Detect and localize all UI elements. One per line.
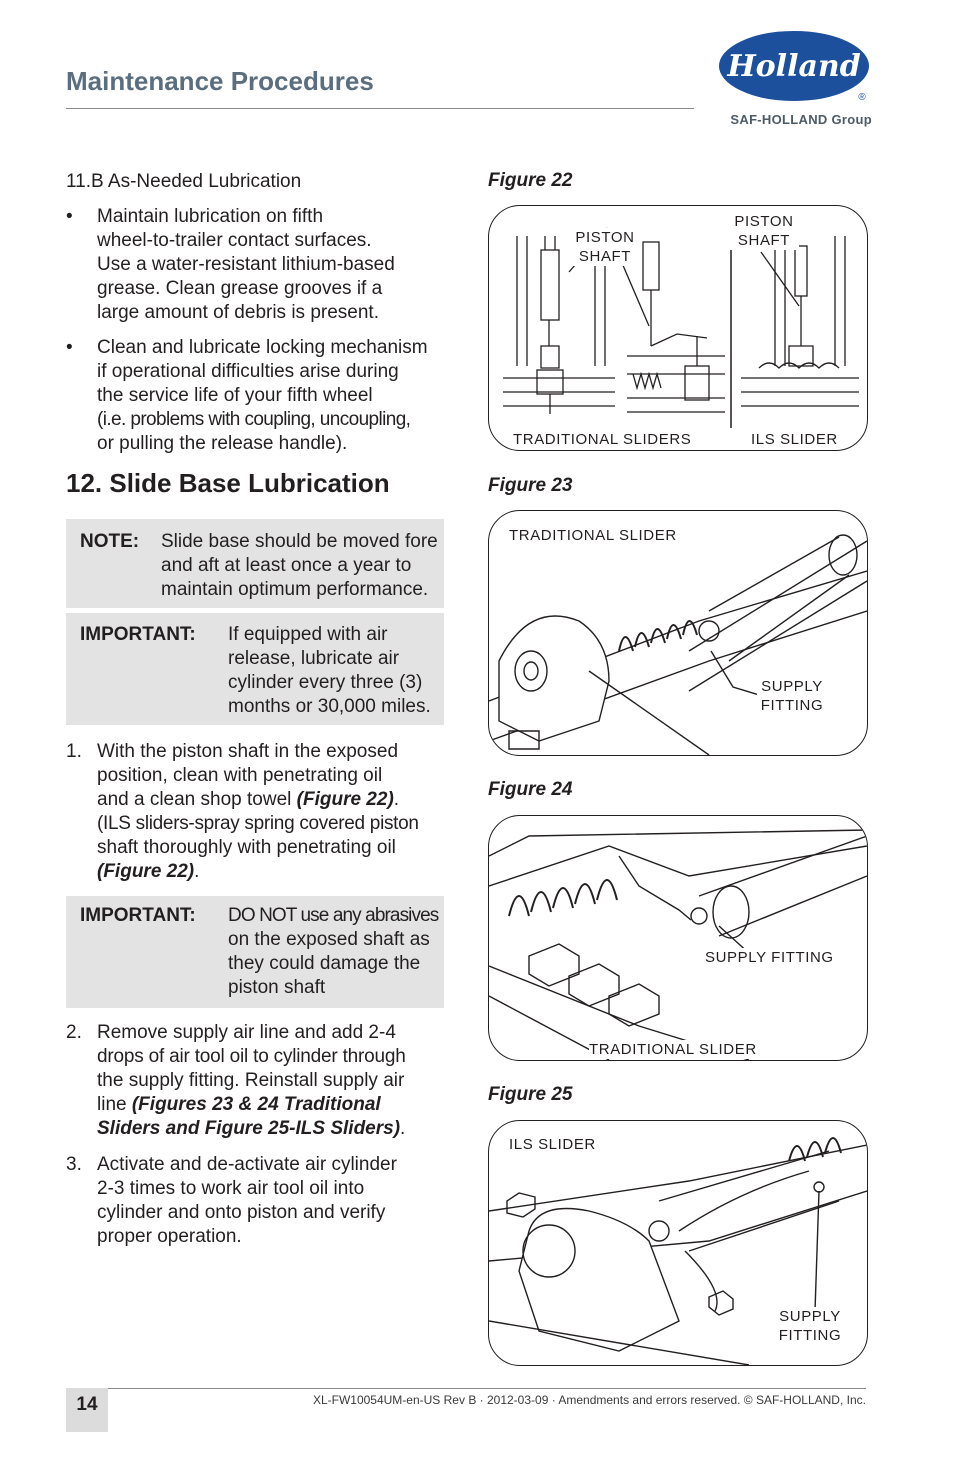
step-line: the supply fitting. Reinstall supply air: [97, 1070, 405, 1091]
figure-reference: (Figure 22): [97, 861, 195, 882]
step-line: 2-3 times to work air tool oil into: [97, 1178, 365, 1199]
step-line: shaft thoroughly with penetrating oil: [97, 837, 396, 858]
ils-slider-label: ILS SLIDER: [751, 431, 838, 448]
page-title: Maintenance Procedures: [66, 66, 374, 96]
figure-23-illustration: [488, 510, 868, 756]
figure-23-drawing: [489, 511, 867, 755]
step-line: position, clean with penetrating oil: [97, 765, 383, 786]
supply-fitting-label: [757, 677, 827, 715]
important-line: on the exposed shaft as: [228, 929, 430, 950]
bullet-line: Use a water-resistant lithium-based: [97, 254, 395, 275]
piston-shaft-label-2: [729, 212, 799, 250]
label-line: SUPPLY: [779, 1308, 841, 1325]
step-number: 1.: [66, 741, 82, 762]
supply-fitting-label: SUPPLY FITTING: [705, 949, 834, 966]
traditional-sliders-label: TRADITIONAL SLIDERS: [513, 431, 692, 448]
traditional-slider-label: TRADITIONAL SLIDER: [509, 527, 677, 544]
figure-23-caption: Figure 23: [488, 475, 573, 496]
bullet-line: large amount of debris is present.: [97, 302, 379, 323]
bullet-line: if operational difficulties arise during: [97, 361, 399, 382]
figure-25-illustration: [488, 1120, 868, 1366]
punctuation: .: [194, 861, 200, 882]
step-number: 2.: [66, 1022, 82, 1043]
section-11b-heading: 11.B As-Needed Lubrication: [66, 171, 302, 192]
bullet-line: the service life of your fifth wheel: [97, 385, 373, 406]
step-line: cylinder and onto piston and verify: [97, 1202, 386, 1223]
important-line: cylinder every three (3): [228, 672, 423, 693]
step-line: With the piston shaft in the exposed: [97, 741, 399, 762]
label-line: SHAFT: [737, 232, 791, 249]
step-line: (ILS sliders-spray spring covered piston: [97, 813, 419, 834]
label-line: FITTING: [778, 1327, 842, 1344]
figure-reference: (Figures 23 & 24 Traditional: [131, 1094, 381, 1115]
punctuation: .: [400, 1118, 406, 1139]
figure-reference: Sliders and Figure 25-ILS Sliders): [97, 1118, 401, 1139]
ils-slider-label: ILS SLIDER: [509, 1136, 596, 1153]
punctuation: .: [393, 789, 400, 810]
step-1: [66, 740, 446, 888]
figure-22-illustration: [488, 205, 868, 451]
bullet-item: [66, 205, 446, 327]
figure-24-drawing: [489, 816, 867, 1060]
important-line: piston shaft: [228, 977, 326, 998]
bullet-symbol: •: [66, 206, 73, 227]
step-3: [66, 1153, 446, 1253]
traditional-slider-label: TRADITIONAL SLIDER: [589, 1041, 757, 1058]
figure-22-drawing: [489, 206, 867, 450]
step-line: Activate and de-activate air cylinder: [97, 1154, 397, 1175]
important-line: release, lubricate air: [228, 648, 400, 669]
important-line: months or 30,000 miles.: [228, 696, 431, 717]
label-line: SHAFT: [578, 248, 632, 265]
section-12-heading: 12. Slide Base Lubrication: [66, 468, 390, 498]
step-line: Remove supply air line and add 2-4: [97, 1022, 396, 1043]
important-box: [66, 896, 444, 1008]
logo-group-name: SAF-HOLLAND Group: [730, 112, 872, 127]
step-line: drops of air tool oil to cylinder through: [97, 1046, 406, 1067]
step-line: and a clean shop towel: [97, 789, 297, 810]
bullet-symbol: •: [66, 337, 73, 358]
figure-24-illustration: [488, 815, 868, 1061]
figure-22-caption: Figure 22: [488, 170, 573, 191]
important-line: they could damage the: [228, 953, 421, 974]
step-line: line: [97, 1094, 132, 1115]
logo-wordmark: Holland: [727, 49, 861, 84]
header-divider: [66, 108, 694, 109]
important-line: DO NOT use any abrasives: [228, 905, 439, 926]
bullet-line: Clean and lubricate locking mechanism: [97, 337, 428, 358]
bullet-line: grease. Clean grease grooves if a: [97, 278, 383, 299]
piston-shaft-label-1: [569, 228, 641, 266]
bullet-line: Maintain lubrication on fifth: [97, 206, 324, 227]
figure-25-caption: Figure 25: [488, 1084, 573, 1105]
footer-text: XL-FW10054UM-en-US Rev B · 2012-03-09 · Amendments and errors reserved. © SAF-HOLLAND, Inc.: [312, 1393, 866, 1407]
note-label: NOTE:: [80, 531, 140, 552]
figure-reference: (Figure 22): [296, 789, 394, 810]
important-label: IMPORTANT:: [80, 624, 196, 645]
important-line: If equipped with air: [228, 624, 388, 645]
page-number: 14: [66, 1388, 108, 1432]
supply-fitting-label: [775, 1307, 845, 1345]
note-line: and aft at least once a year to: [161, 555, 412, 576]
step-2: [66, 1021, 446, 1145]
note-box: [66, 519, 444, 608]
figure-24-caption: Figure 24: [488, 779, 573, 800]
label-line: SUPPLY: [761, 678, 823, 695]
bullet-line: or pulling the release handle).: [97, 433, 348, 454]
bullet-item: [66, 336, 446, 458]
bullet-line: wheel-to-trailer contact surfaces.: [97, 230, 372, 251]
logo-registered-mark: ®: [858, 92, 866, 103]
bullet-line: (i.e. problems with coupling, uncoupling,: [97, 409, 411, 430]
note-line: Slide base should be moved fore: [161, 531, 438, 552]
important-box: [66, 613, 444, 725]
step-number: 3.: [66, 1154, 82, 1175]
label-line: PISTON: [575, 229, 635, 246]
important-label: IMPORTANT:: [80, 905, 196, 926]
label-line: PISTON: [734, 213, 794, 230]
note-line: maintain optimum performance.: [161, 579, 429, 600]
footer-divider: [66, 1388, 866, 1389]
label-line: FITTING: [760, 697, 824, 714]
step-line: proper operation.: [97, 1226, 242, 1247]
